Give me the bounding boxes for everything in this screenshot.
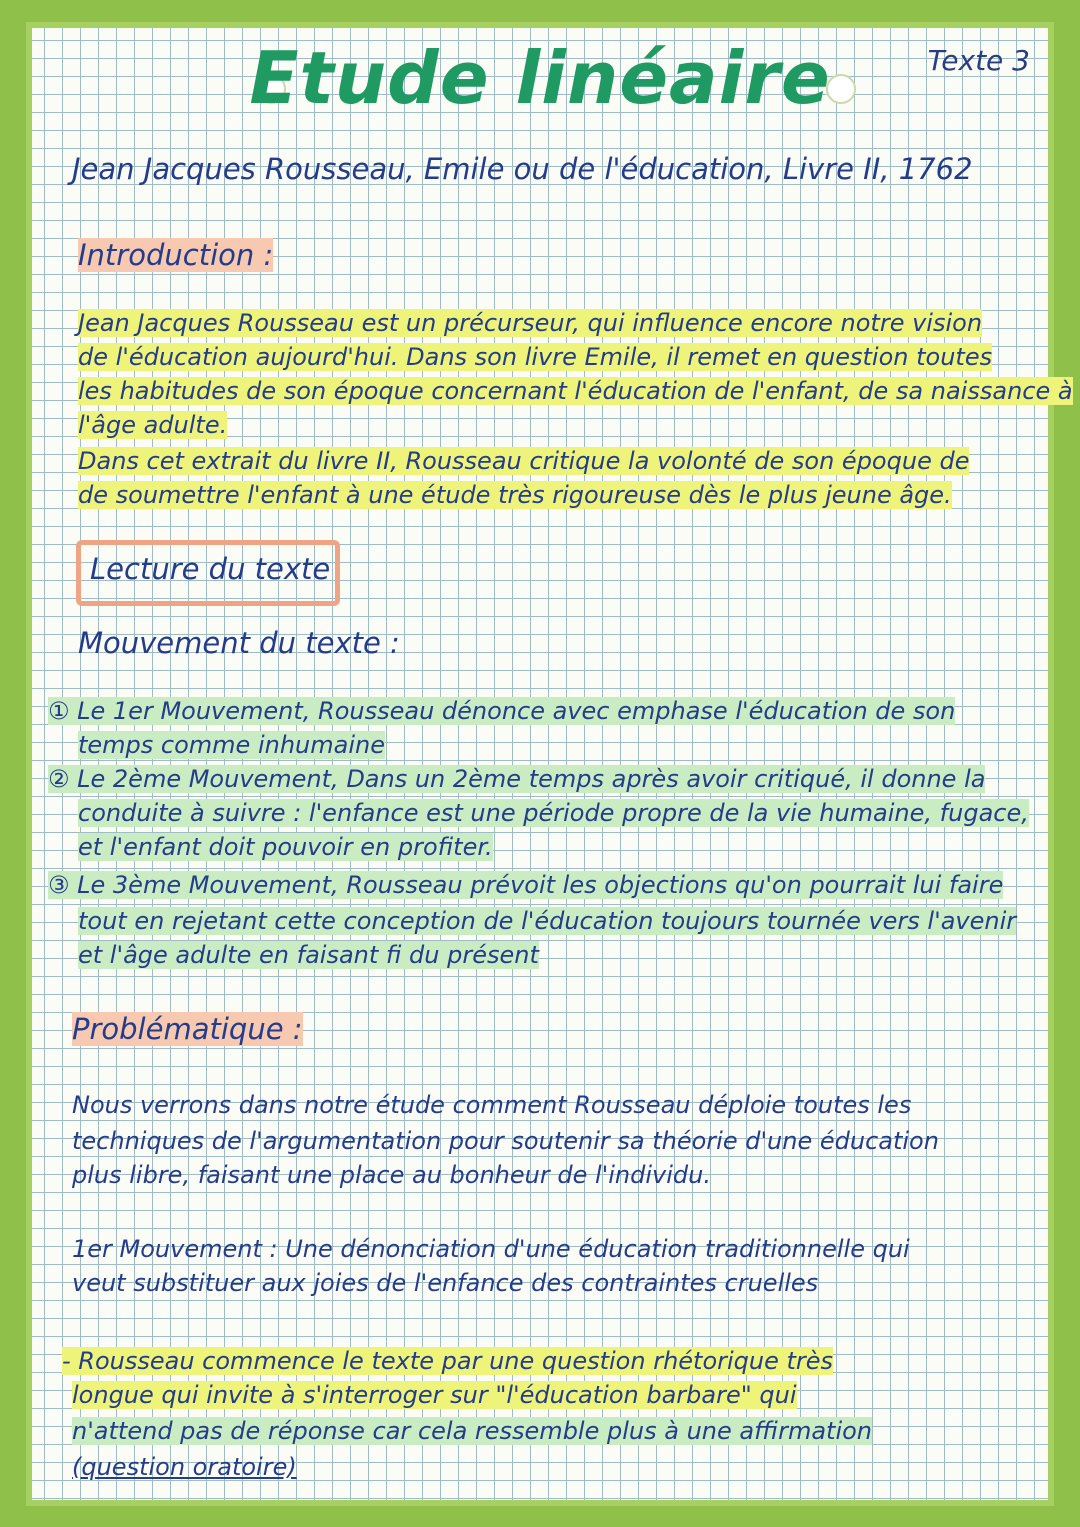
intro-line: les habitudes de son époque concernant l'éducation de l'enfant, de sa naissance à xyxy=(78,377,1073,405)
premier-mouvement-line: veut substituer aux joies de l'enfance des contraintes cruelles xyxy=(72,1269,819,1297)
introduction-heading: Introduction : xyxy=(78,238,274,272)
premier-mouvement-line: 1er Mouvement : Une dénonciation d'une éducation traditionnelle qui xyxy=(72,1235,910,1263)
analyse-line: n'attend pas de réponse car cela ressemble plus à une affirmation xyxy=(72,1417,873,1445)
mouvement-line: temps comme inhumaine xyxy=(78,731,385,759)
problematique-line: Nous verrons dans notre étude comment Rousseau déploie toutes les xyxy=(72,1091,912,1119)
mouvement-heading: Mouvement du texte : xyxy=(78,626,400,660)
mouvement-line: et l'enfant doit pouvoir en profiter. xyxy=(78,833,493,861)
mouvement-line: et l'âge adulte en faisant fi du présent xyxy=(78,941,539,969)
analyse-line: longue qui invite à s'interroger sur "l'éducation barbare" qui xyxy=(72,1381,797,1409)
intro-line: de l'éducation aujourd'hui. Dans son livre Emile, il remet en question toutes xyxy=(78,343,993,371)
reference-line: Jean Jacques Rousseau, Emile ou de l'éducation, Livre II, 1762 xyxy=(72,152,973,186)
mouvement-line: tout en rejetant cette conception de l'éducation toujours tournée vers l'avenir xyxy=(78,907,1017,935)
problematique-heading: Problématique : xyxy=(72,1012,303,1046)
analyse-line: (question oratoire) xyxy=(72,1453,297,1481)
lecture-heading: Lecture du texte xyxy=(90,552,331,586)
problematique-line: techniques de l'argumentation pour soutenir sa théorie d'une éducation xyxy=(72,1127,939,1155)
mouvement-line: ③ Le 3ème Mouvement, Rousseau prévoit les objections qu'on pourrait lui faire xyxy=(48,871,1004,899)
intro-line: Dans cet extrait du livre II, Rousseau critique la volonté de son époque de xyxy=(78,447,970,475)
problematique-line: plus libre, faisant une place au bonheur de l'individu. xyxy=(72,1161,711,1189)
intro-line: de soumettre l'enfant à une étude très rigoureuse dès le plus jeune âge. xyxy=(78,481,952,509)
intro-line: l'âge adulte. xyxy=(78,411,228,439)
mouvement-line: ① Le 1er Mouvement, Rousseau dénonce avec emphase l'éducation de son xyxy=(48,697,956,725)
page-title: Etude linéaire xyxy=(249,36,831,120)
analyse-line: - Rousseau commence le texte par une question rhétorique très xyxy=(62,1347,834,1375)
intro-line: Jean Jacques Rousseau est un précurseur, qui influence encore notre vision xyxy=(78,309,983,337)
mouvement-line: conduite à suivre : l'enfance est une période propre de la vie humaine, fugace, xyxy=(78,799,1029,827)
texte-number: Texte 3 xyxy=(927,44,1030,77)
mouvement-line: ② Le 2ème Mouvement, Dans un 2ème temps après avoir critiqué, il donne la xyxy=(48,765,986,793)
